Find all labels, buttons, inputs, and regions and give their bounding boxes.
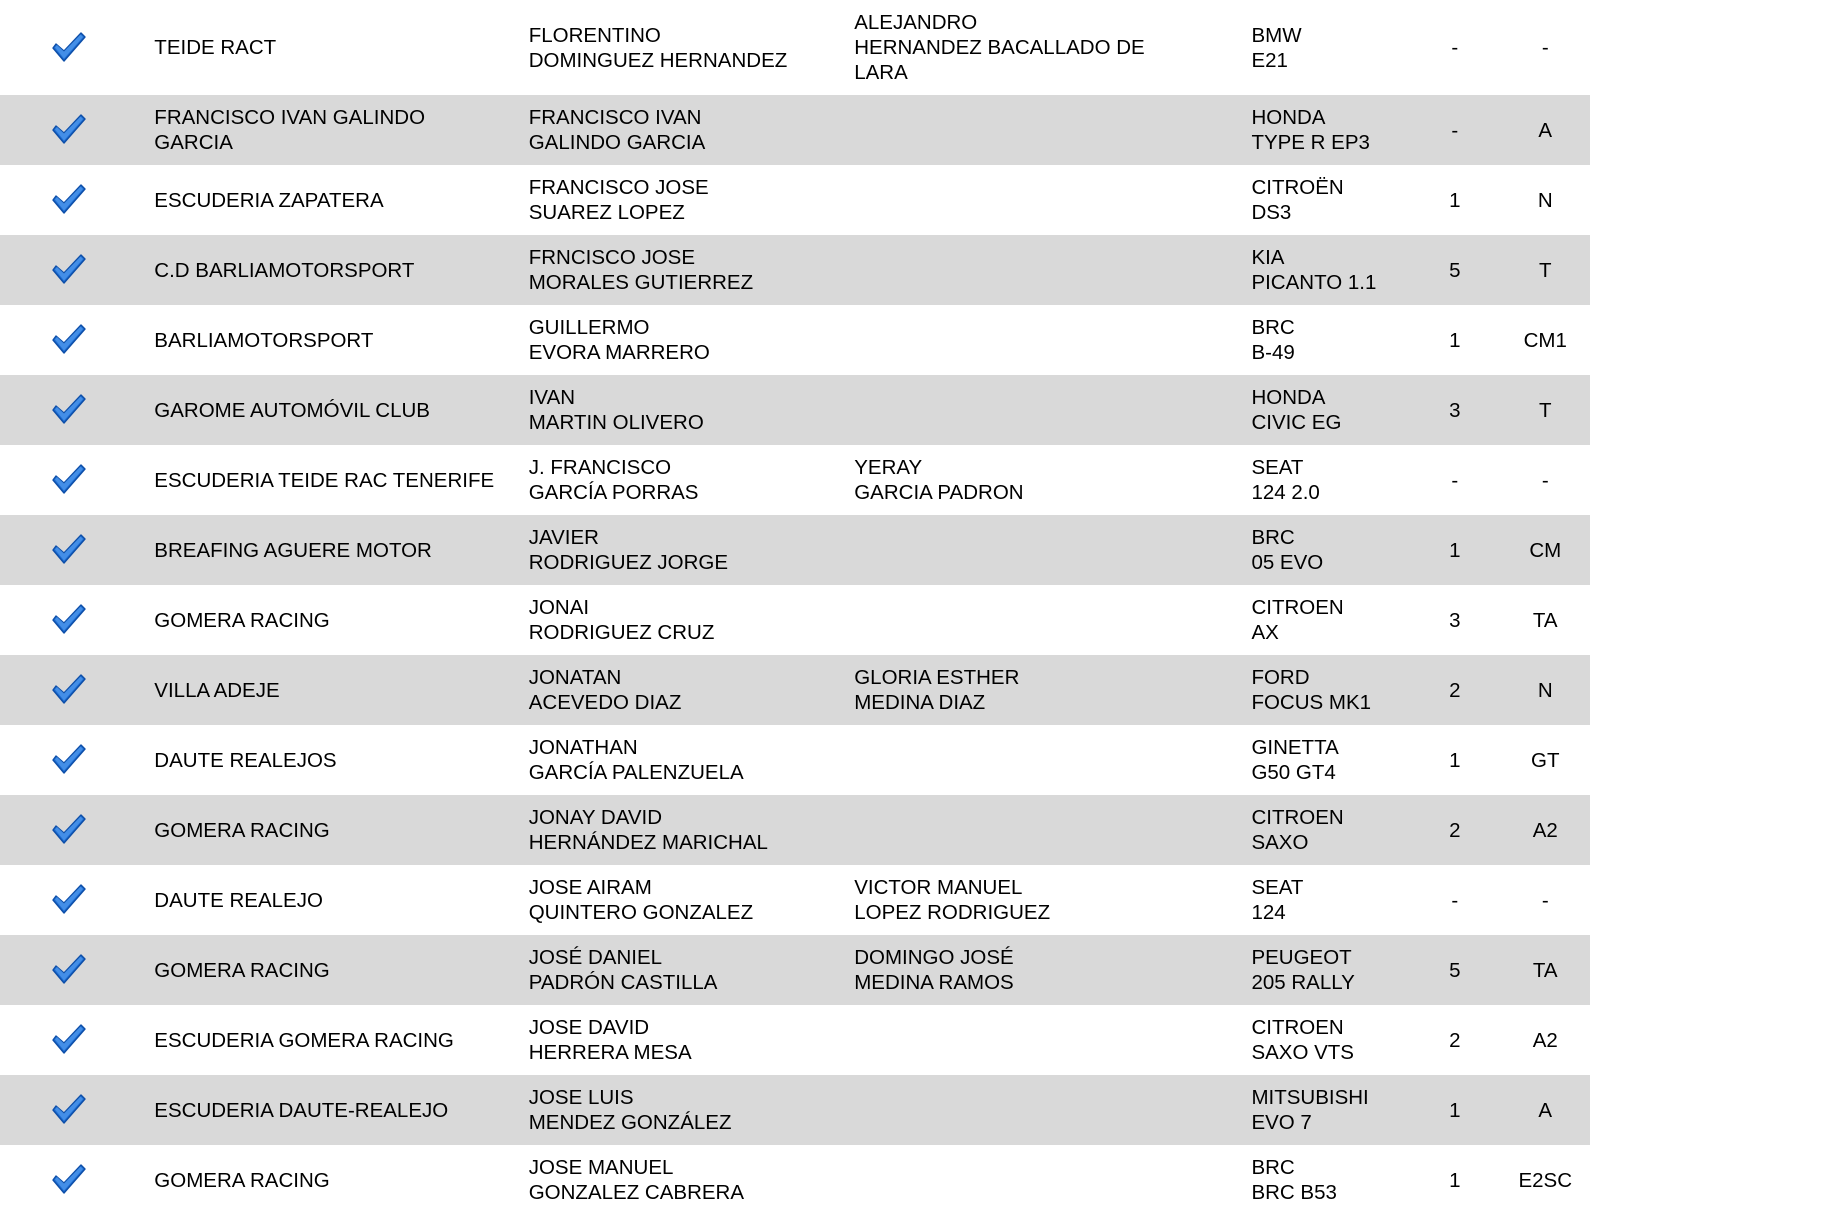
codriver-line: DOMINGO JOSÉ [854, 946, 1014, 969]
car-line: G50 GT4 [1251, 761, 1336, 784]
spacer-cell [1197, 725, 1238, 795]
group-cell: 2 [1409, 655, 1501, 725]
codriver-line: YERAY [854, 456, 923, 479]
spacer-cell [1197, 165, 1238, 235]
team-name-text: GOMERA RACING [154, 1168, 330, 1192]
spacer-cell [1197, 865, 1238, 935]
spacer-cell [1197, 375, 1238, 445]
codriver-line: MEDINA RAMOS [854, 971, 1014, 994]
table-row[interactable] [0, 1145, 1590, 1215]
codriver-line: ALEJANDRO [854, 11, 978, 34]
team-name-text: ESCUDERIA GOMERA RACING [154, 1028, 454, 1052]
row-check-cell[interactable] [0, 865, 138, 935]
spacer-cell [1197, 0, 1238, 95]
codriver-cell [840, 655, 1197, 725]
table-row[interactable] [0, 375, 1590, 445]
team-name-text: GAROME AUTOMÓVIL CLUB [154, 398, 430, 422]
row-check-cell[interactable] [0, 725, 138, 795]
team-name-text: GOMERA RACING [154, 958, 330, 982]
blue-checkmark-icon[interactable] [50, 813, 88, 847]
table-row[interactable] [0, 795, 1590, 865]
class-cell: TA [1501, 935, 1590, 1005]
row-check-cell[interactable] [0, 935, 138, 1005]
team-name-text: FRANCISCO IVAN GALINDO GARCIA [154, 106, 426, 154]
spacer-cell [1197, 305, 1238, 375]
codriver-line: LOPEZ RODRIGUEZ [854, 901, 1051, 924]
driver-line: FLORENTINO [528, 23, 661, 47]
car-line: AX [1251, 621, 1279, 644]
driver-line: JOSÉ DANIEL [528, 946, 663, 969]
driver-cell [515, 1145, 840, 1215]
codriver-cell [840, 515, 1197, 585]
spacer-cell [1197, 655, 1238, 725]
car-line: GINETTA [1251, 736, 1339, 759]
driver-line: PADRÓN CASTILLA [528, 971, 718, 994]
blue-checkmark-icon[interactable] [50, 1163, 88, 1197]
driver-cell [515, 1005, 840, 1075]
group-cell: 1 [1409, 515, 1501, 585]
class-cell: T [1501, 375, 1590, 445]
driver-cell [515, 0, 840, 95]
table-row[interactable] [0, 95, 1590, 165]
row-check-cell[interactable] [0, 585, 138, 655]
row-check-cell[interactable] [0, 375, 138, 445]
codriver-cell [840, 375, 1197, 445]
blue-checkmark-icon[interactable] [50, 953, 88, 987]
class-cell: - [1501, 445, 1590, 515]
codriver-cell [840, 725, 1197, 795]
class-cell: A2 [1501, 795, 1590, 865]
car-line: FORD [1251, 666, 1310, 689]
class-cell: GT [1501, 725, 1590, 795]
table-row[interactable] [0, 0, 1590, 95]
class-cell: TA [1501, 585, 1590, 655]
team-name-text: BREAFING AGUERE MOTOR [154, 538, 432, 562]
blue-checkmark-icon[interactable] [50, 323, 88, 357]
team-name-text: VILLA ADEJE [154, 678, 280, 702]
class-cell: T [1501, 235, 1590, 305]
team-name-text: ESCUDERIA TEIDE RAC TENERIFE [154, 468, 495, 492]
car-line: 05 EVO [1251, 551, 1324, 574]
codriver-line: GARCIA PADRON [854, 481, 1024, 504]
group-cell: 5 [1409, 235, 1501, 305]
team-name-text: GOMERA RACING [154, 818, 330, 842]
codriver-cell [840, 1145, 1197, 1215]
car-line: BMW [1251, 23, 1302, 47]
driver-cell [515, 725, 840, 795]
row-check-cell[interactable] [0, 95, 138, 165]
row-check-cell[interactable] [0, 445, 138, 515]
class-cell: A2 [1501, 1005, 1590, 1075]
team-cell [138, 725, 514, 795]
team-cell [138, 935, 514, 1005]
team-name-text: ESCUDERIA ZAPATERA [154, 188, 384, 212]
blue-checkmark-icon[interactable] [50, 253, 88, 287]
row-check-cell[interactable] [0, 235, 138, 305]
row-check-cell[interactable] [0, 655, 138, 725]
spacer-cell [1197, 515, 1238, 585]
spacer-cell [1197, 95, 1238, 165]
codriver-cell [840, 585, 1197, 655]
team-cell [138, 795, 514, 865]
team-cell [138, 585, 514, 655]
group-cell: 2 [1409, 1005, 1501, 1075]
group-cell: 1 [1409, 1145, 1501, 1215]
team-name-text: DAUTE REALEJO [154, 888, 323, 912]
codriver-cell [840, 95, 1197, 165]
team-cell [138, 0, 514, 95]
codriver-cell [840, 865, 1197, 935]
spacer-cell [1197, 1075, 1238, 1145]
driver-line: FRANCISCO IVAN [528, 106, 702, 129]
codriver-line: MEDINA DIAZ [854, 691, 986, 714]
spacer-cell [1197, 235, 1238, 305]
car-cell [1237, 165, 1409, 235]
car-line: SAXO [1251, 831, 1309, 854]
table-row[interactable] [0, 165, 1590, 235]
car-line: CITROEN [1251, 806, 1344, 829]
table-row[interactable] [0, 235, 1590, 305]
driver-cell [515, 585, 840, 655]
car-line: BRC B53 [1251, 1181, 1337, 1204]
car-line: TYPE R EP3 [1251, 131, 1370, 154]
driver-line: FRNCISCO JOSE [528, 246, 696, 269]
class-cell: - [1501, 0, 1590, 95]
team-cell [138, 1145, 514, 1215]
team-cell [138, 95, 514, 165]
group-cell: - [1409, 865, 1501, 935]
driver-line: IVAN [528, 386, 576, 409]
team-cell [138, 1005, 514, 1075]
driver-line: GALINDO GARCIA [528, 131, 706, 154]
table-row[interactable] [0, 305, 1590, 375]
group-cell: - [1409, 0, 1501, 95]
driver-cell [515, 165, 840, 235]
driver-line: JOSE DAVID [528, 1016, 650, 1039]
class-cell: - [1501, 865, 1590, 935]
car-line: HONDA [1251, 386, 1326, 409]
driver-line: JAVIER [528, 526, 599, 549]
team-name-text: C.D BARLIAMOTORSPORT [154, 258, 415, 282]
driver-line: GUILLERMO [528, 316, 650, 339]
blue-checkmark-icon[interactable] [50, 673, 88, 707]
spacer-cell [1197, 1145, 1238, 1215]
car-cell [1237, 0, 1409, 95]
car-line: PEUGEOT [1251, 946, 1352, 969]
blue-checkmark-icon[interactable] [50, 603, 88, 637]
car-cell [1237, 1075, 1409, 1145]
driver-line: JONATHAN [528, 736, 638, 759]
driver-line: HERNÁNDEZ MARICHAL [528, 831, 768, 854]
car-line: EVO 7 [1251, 1111, 1312, 1134]
car-cell [1237, 725, 1409, 795]
car-cell [1237, 375, 1409, 445]
driver-line: JOSE AIRAM [528, 876, 652, 899]
team-cell [138, 515, 514, 585]
car-line: CIVIC EG [1251, 411, 1342, 434]
blue-checkmark-icon[interactable] [50, 113, 88, 147]
driver-line: QUINTERO GONZALEZ [528, 901, 754, 924]
codriver-cell [840, 935, 1197, 1005]
group-cell: - [1409, 445, 1501, 515]
table-row[interactable] [0, 515, 1590, 585]
spacer-cell [1197, 935, 1238, 1005]
table-row[interactable] [0, 1075, 1590, 1145]
car-cell [1237, 1005, 1409, 1075]
car-line: SEAT [1251, 456, 1304, 479]
driver-line: MORALES GUTIERREZ [528, 271, 754, 294]
car-line: SAXO VTS [1251, 1041, 1354, 1064]
driver-cell [515, 1075, 840, 1145]
codriver-cell [840, 0, 1197, 95]
class-cell: A [1501, 1075, 1590, 1145]
codriver-cell [840, 165, 1197, 235]
car-line: CITROEN [1251, 1016, 1344, 1039]
group-cell: 1 [1409, 305, 1501, 375]
spacer-cell [1197, 585, 1238, 655]
blue-checkmark-icon[interactable] [50, 533, 88, 567]
codriver-line: GLORIA ESTHER [854, 666, 1020, 689]
driver-line: EVORA MARRERO [528, 341, 710, 364]
car-cell [1237, 655, 1409, 725]
team-cell [138, 165, 514, 235]
car-cell [1237, 515, 1409, 585]
driver-cell [515, 795, 840, 865]
driver-line: GONZALEZ CABRERA [528, 1181, 745, 1204]
car-cell [1237, 1145, 1409, 1215]
codriver-line: HERNANDEZ BACALLADO DE [854, 36, 1145, 59]
car-line: KIA [1251, 246, 1285, 269]
table-row[interactable] [0, 445, 1590, 515]
spacer-cell [1197, 795, 1238, 865]
group-cell: 1 [1409, 165, 1501, 235]
driver-cell [515, 305, 840, 375]
car-cell [1237, 865, 1409, 935]
team-name-text: GOMERA RACING [154, 608, 330, 632]
table-row[interactable] [0, 585, 1590, 655]
class-cell: CM [1501, 515, 1590, 585]
codriver-cell [840, 795, 1197, 865]
blue-checkmark-icon[interactable] [50, 393, 88, 427]
driver-cell [515, 235, 840, 305]
team-cell [138, 1075, 514, 1145]
driver-line: JOSE LUIS [528, 1086, 634, 1109]
car-line: 124 2.0 [1251, 481, 1320, 504]
group-cell: 5 [1409, 935, 1501, 1005]
table-row[interactable] [0, 935, 1590, 1005]
team-cell [138, 375, 514, 445]
blue-checkmark-icon[interactable] [50, 463, 88, 497]
car-line: MITSUBISHI [1251, 1086, 1369, 1109]
car-line: PICANTO 1.1 [1251, 271, 1377, 294]
car-line: FOCUS MK1 [1251, 691, 1372, 714]
car-line: HONDA [1251, 106, 1326, 129]
car-line: E21 [1251, 48, 1288, 72]
car-cell [1237, 445, 1409, 515]
blue-checkmark-icon[interactable] [50, 1093, 88, 1127]
driver-cell [515, 935, 840, 1005]
group-cell: 1 [1409, 725, 1501, 795]
blue-checkmark-icon[interactable] [50, 743, 88, 777]
driver-line: DOMINGUEZ HERNANDEZ [528, 48, 788, 72]
group-cell: 2 [1409, 795, 1501, 865]
row-check-cell[interactable] [0, 0, 138, 95]
driver-line: J. FRANCISCO [528, 456, 672, 479]
codriver-cell [840, 1005, 1197, 1075]
car-line: BRC [1251, 316, 1295, 339]
codriver-line: VICTOR MANUEL [854, 876, 1023, 899]
group-cell: - [1409, 95, 1501, 165]
codriver-cell [840, 1075, 1197, 1145]
row-check-cell[interactable] [0, 515, 138, 585]
car-cell [1237, 305, 1409, 375]
spacer-cell [1197, 1005, 1238, 1075]
driver-line: JOSE MANUEL [528, 1156, 674, 1179]
driver-line: GARCÍA PALENZUELA [528, 761, 744, 784]
car-line: B-49 [1251, 341, 1295, 364]
team-cell [138, 305, 514, 375]
driver-line: RODRIGUEZ JORGE [528, 551, 729, 574]
driver-cell [515, 375, 840, 445]
team-cell [138, 655, 514, 725]
driver-line: JONAY DAVID [528, 806, 663, 829]
car-line: SEAT [1251, 876, 1304, 899]
driver-cell [515, 865, 840, 935]
row-check-cell[interactable] [0, 1075, 138, 1145]
driver-line: ACEVEDO DIAZ [528, 691, 682, 714]
blue-checkmark-icon[interactable] [50, 183, 88, 217]
driver-line: GARCÍA PORRAS [528, 481, 699, 504]
row-check-cell[interactable] [0, 305, 138, 375]
group-cell: 1 [1409, 1075, 1501, 1145]
car-line: 124 [1251, 901, 1286, 924]
driver-cell [515, 445, 840, 515]
table-row[interactable] [0, 865, 1590, 935]
codriver-cell [840, 235, 1197, 305]
driver-line: SUAREZ LOPEZ [528, 201, 685, 224]
car-line: BRC [1251, 1156, 1295, 1179]
driver-line: RODRIGUEZ CRUZ [528, 621, 715, 644]
driver-line: HERRERA MESA [528, 1041, 692, 1064]
class-cell: CM1 [1501, 305, 1590, 375]
team-cell [138, 445, 514, 515]
driver-cell [515, 515, 840, 585]
team-name-text: TEIDE RACT [154, 36, 277, 59]
table-row[interactable] [0, 655, 1590, 725]
row-check-cell[interactable] [0, 1145, 138, 1215]
team-name-text: BARLIAMOTORSPORT [154, 328, 374, 352]
class-cell: N [1501, 165, 1590, 235]
car-line: CITROEN [1251, 596, 1344, 619]
car-cell [1237, 795, 1409, 865]
team-name-text: ESCUDERIA DAUTE-REALEJO [154, 1098, 449, 1122]
table-row[interactable] [0, 1005, 1590, 1075]
driver-line: FRANCISCO JOSE [528, 176, 709, 199]
row-check-cell[interactable] [0, 795, 138, 865]
driver-line: JONAI [528, 596, 590, 619]
driver-cell [515, 95, 840, 165]
team-cell [138, 235, 514, 305]
group-cell: 3 [1409, 585, 1501, 655]
spacer-cell [1197, 445, 1238, 515]
car-cell [1237, 235, 1409, 305]
row-check-cell[interactable] [0, 165, 138, 235]
class-cell: A [1501, 95, 1590, 165]
car-line: BRC [1251, 526, 1295, 549]
class-cell: E2SC [1501, 1145, 1590, 1215]
car-cell [1237, 95, 1409, 165]
car-cell [1237, 935, 1409, 1005]
car-line: CITROËN [1251, 176, 1344, 199]
team-name-text: DAUTE REALEJOS [154, 748, 337, 772]
table-row[interactable] [0, 725, 1590, 795]
row-check-cell[interactable] [0, 1005, 138, 1075]
car-cell [1237, 585, 1409, 655]
codriver-cell [840, 305, 1197, 375]
class-cell: N [1501, 655, 1590, 725]
car-line: 205 RALLY [1251, 971, 1355, 994]
codriver-cell [840, 445, 1197, 515]
blue-checkmark-icon[interactable] [50, 883, 88, 917]
driver-line: JONATAN [528, 666, 622, 689]
group-cell: 3 [1409, 375, 1501, 445]
blue-checkmark-icon[interactable] [50, 1023, 88, 1057]
codriver-line: LARA [854, 61, 908, 84]
driver-cell [515, 655, 840, 725]
driver-line: MARTIN OLIVERO [528, 411, 704, 434]
team-cell [138, 865, 514, 935]
blue-checkmark-icon[interactable] [50, 31, 88, 65]
driver-line: MENDEZ GONZÁLEZ [528, 1111, 732, 1134]
car-line: DS3 [1251, 201, 1292, 224]
